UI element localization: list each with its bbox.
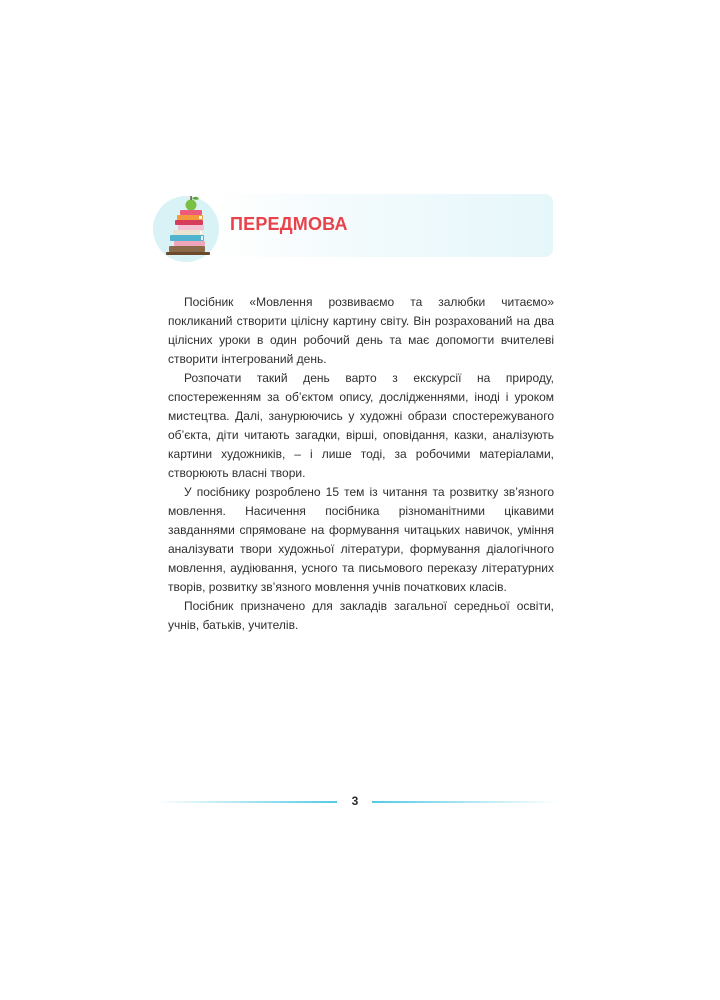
footer-divider-right	[372, 801, 557, 803]
paragraph: Посібник призначено для закладів загальної середньої освіти, учнів, батьків, учителів.	[168, 599, 554, 632]
footer-divider-left	[155, 801, 337, 803]
body-text	[168, 293, 554, 635]
books-apple-icon	[160, 192, 218, 260]
page-title: ПЕРЕДМОВА	[230, 214, 348, 234]
page-number: 3	[351, 794, 359, 808]
paragraph: Розпочати такий день варто з екскурсії на природу, спостереженням за об’єктом опису, дослідженнями, іноді і уроком мистецтва. Далі, занурюючись у художні образи спостережуваного об’єкта, діти читають загадки, вірші, оповідання, казки, аналізують картини художників, – і лише тоді, за робочими матеріалами, створюють власні твори.	[168, 371, 554, 480]
paragraph: Посібник «Мовлення розвиваємо та залюбки читаємо» покликаний створити цілісну картину світу. Він розрахований на два цілісних уроки в один робочий день та має допомогти вчителеві створити інтегрований день.	[168, 295, 554, 366]
paragraph: У посібнику розроблено 15 тем із читання та розвитку зв’язного мовлення. Насичення посібника різноманітними цікавими завданнями спрямоване на формування читацьких навичок, уміння аналізувати твори художньої літератури, формування діалогічного мовлення, аудіювання, усного та письмового переказу літературних творів, розвитку зв’язного мовлення учнів початкових класів.	[168, 485, 554, 594]
